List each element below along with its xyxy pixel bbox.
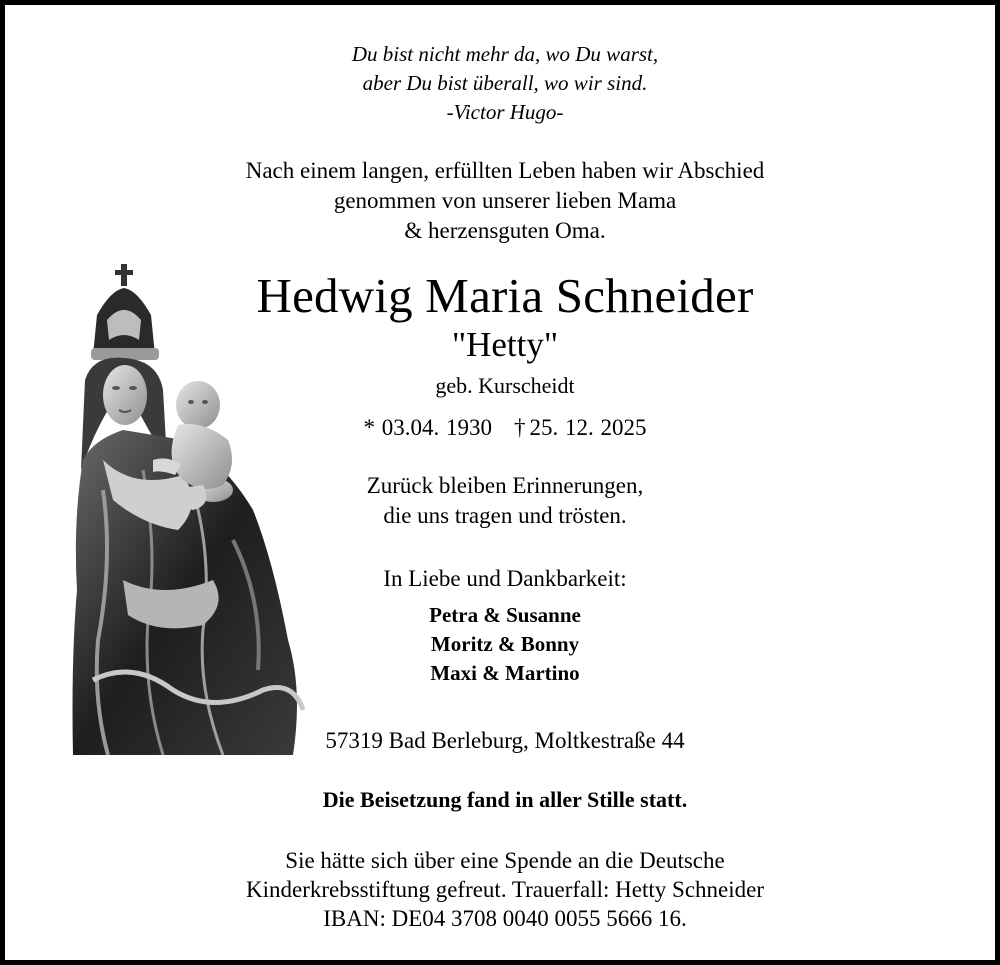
intro-line-3: & herzensguten Oma. — [404, 218, 606, 243]
quote-line-2: aber Du bist überall, wo wir sind. — [362, 71, 648, 95]
quote-line-1: Du bist nicht mehr da, wo Du warst, — [351, 42, 659, 66]
quote-author: -Victor Hugo- — [446, 100, 564, 124]
deceased-nickname: "Hetty" — [451, 325, 559, 364]
donation-line-1: Sie hätte sich über eine Spende an die Deutsche — [285, 848, 725, 873]
mourner-name: Petra & Susanne — [429, 603, 581, 627]
memory-line-2: die uns tragen und trösten. — [383, 503, 627, 528]
mourner-name: Maxi & Martino — [430, 661, 580, 685]
donation-iban: IBAN: DE04 3708 0040 0055 5666 16. — [323, 906, 687, 931]
death-cross-icon: † — [514, 415, 526, 440]
donation-line-2: Kinderkrebsstiftung gefreut. Trauerfall: Hetty Schneider — [245, 877, 764, 902]
memory-line-1: Zurück bleiben Erinnerungen, — [366, 473, 644, 498]
birth-name: geb. Kurscheidt — [435, 373, 575, 398]
mourners-heading: In Liebe und Dankbarkeit: — [383, 566, 627, 591]
intro-line-2: genommen von unserer lieben Mama — [333, 188, 677, 213]
birth-date: * 03.04. 1930 — [363, 415, 492, 440]
address: 57319 Bad Berleburg, Moltkestraße 44 — [325, 728, 685, 753]
intro-line-1: Nach einem langen, erfüllten Leben haben wir Abschied — [245, 158, 765, 183]
mourner-name: Moritz & Bonny — [430, 632, 580, 656]
deceased-name: Hedwig Maria Schneider — [256, 268, 754, 323]
burial-notice: Die Beisetzung fand in aller Stille statt. — [322, 787, 688, 812]
life-dates — [5, 413, 1000, 443]
death-date: 25. 12. 2025 — [529, 415, 647, 440]
